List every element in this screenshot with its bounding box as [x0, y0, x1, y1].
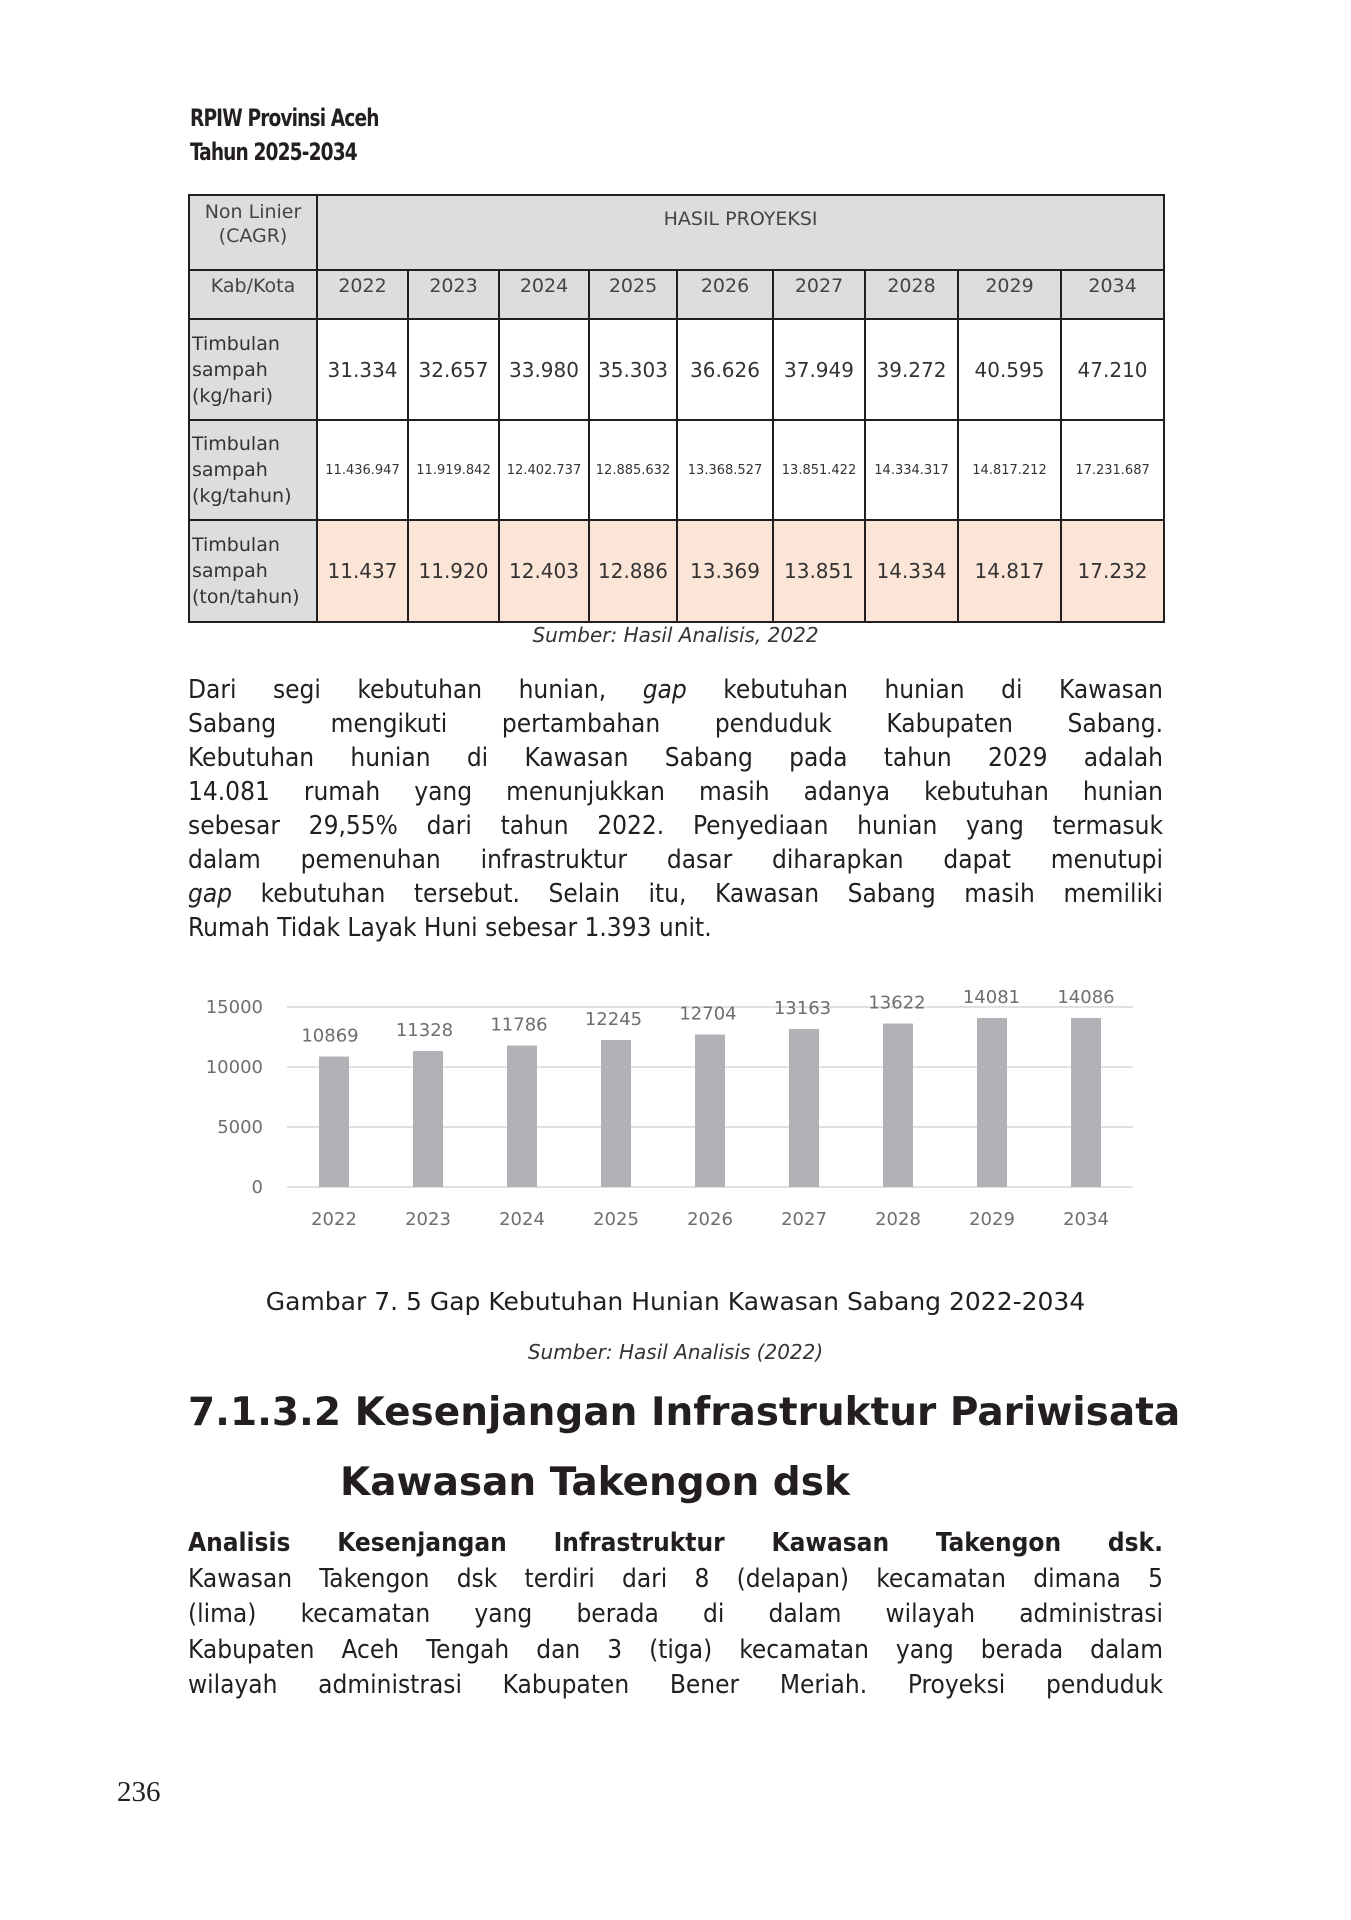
table-cell: 33.980	[499, 319, 589, 420]
bar-value-label: 13163	[773, 998, 832, 1020]
x-tick-label: 2028	[875, 1209, 921, 1230]
table-cell: 12.885.632	[589, 420, 677, 520]
paragraph-line: sebesar 29,55% dari tahun 2022. Penyediaan hunian yang termasuk	[188, 811, 1163, 841]
housing-gap-bar-chart	[180, 980, 1170, 1240]
year-header-row	[189, 270, 1164, 319]
paragraph-line: dalam pemenuhan infrastruktur dasar diharapkan dapat menutupi	[188, 845, 1163, 875]
table-cell: 11.437	[317, 520, 408, 622]
x-tick-label: 2029	[969, 1209, 1015, 1230]
table-cell: 14.817	[958, 520, 1061, 622]
waste-projection-table	[188, 194, 1165, 623]
group-header: HASIL PROYEKSI	[317, 195, 1164, 270]
year-header: 2025	[589, 270, 677, 319]
x-tick-label: 2024	[499, 1209, 545, 1230]
table-row	[189, 420, 1164, 520]
bar	[789, 1029, 819, 1187]
bar-value-label: 12245	[584, 1009, 643, 1031]
bar	[601, 1040, 631, 1187]
x-tick-label: 2023	[405, 1209, 451, 1230]
bar	[977, 1018, 1007, 1187]
paragraph-line: Sabang mengikuti pertambahan penduduk Kabupaten Sabang.	[188, 709, 1163, 739]
paragraph-line: Kebutuhan hunian di Kawasan Sabang pada tahun 2029 adalah	[188, 743, 1163, 773]
table-cell: 14.334.317	[865, 420, 958, 520]
table-cell: 47.210	[1061, 319, 1164, 420]
body-paragraph	[188, 673, 1163, 945]
x-tick-label: 2027	[781, 1209, 827, 1230]
bar	[319, 1057, 349, 1187]
figure-source: Sumber: Hasil Analisis (2022)	[527, 1340, 824, 1364]
row-header-label: Kab/Kota	[189, 270, 317, 319]
paragraph-line: Rumah Tidak Layak Huni sebesar 1.393 unit.	[188, 913, 712, 943]
bar-value-label: 14081	[962, 987, 1021, 1009]
year-header: 2034	[1061, 270, 1164, 319]
year-header: 2026	[677, 270, 773, 319]
table-cell: 13.851	[773, 520, 865, 622]
figure-caption: Gambar 7. 5 Gap Kebutuhan Hunian Kawasan Sabang 2022-2034	[265, 1287, 1086, 1316]
bar-value-label: 14086	[1057, 986, 1115, 1008]
table-cell: 11.919.842	[408, 420, 499, 520]
table-row	[189, 319, 1164, 420]
table-cell: 11.436.947	[317, 420, 408, 520]
table-cell: 12.403	[499, 520, 589, 622]
table-cell: 14.817.212	[958, 420, 1061, 520]
bar-value-label: 12704	[679, 1003, 737, 1025]
table-cell: 14.334	[865, 520, 958, 622]
row-label: Timbulan sampah (ton/tahun)	[189, 520, 317, 622]
corner-label: Non Linier (CAGR)	[189, 195, 317, 270]
y-tick-label: 10000	[205, 1057, 263, 1078]
table-cell: 40.595	[958, 319, 1061, 420]
year-header: 2024	[499, 270, 589, 319]
y-tick-label: 15000	[205, 997, 263, 1018]
table-cell: 13.368.527	[677, 420, 773, 520]
year-header: 2022	[317, 270, 408, 319]
paragraph-line: (lima) kecamatan yang berada di dalam wilayah administrasi	[188, 1599, 1163, 1629]
table-cell: 35.303	[589, 319, 677, 420]
section-heading-continued: Kawasan Takengon dsk	[340, 1460, 850, 1505]
bar-value-label: 11786	[490, 1014, 548, 1036]
table-source: Sumber: Hasil Analisis, 2022	[532, 623, 819, 647]
table-cell: 32.657	[408, 319, 499, 420]
table-cell: 12.886	[589, 520, 677, 622]
bar	[1071, 1018, 1101, 1187]
row-label: Timbulan sampah (kg/hari)	[189, 319, 317, 420]
year-header: 2028	[865, 270, 958, 319]
x-tick-label: 2034	[1063, 1209, 1109, 1230]
bar	[883, 1024, 913, 1187]
table-cell: 17.232	[1061, 520, 1164, 622]
table-cell: 39.272	[865, 319, 958, 420]
table-cell: 31.334	[317, 319, 408, 420]
table-cell: 12.402.737	[499, 420, 589, 520]
table-cell: 37.949	[773, 319, 865, 420]
table-row-highlight	[189, 520, 1164, 622]
x-tick-label: 2025	[593, 1209, 639, 1230]
table-cell: 11.920	[408, 520, 499, 622]
table-cell: 13.851.422	[773, 420, 865, 520]
x-tick-label: 2022	[311, 1209, 357, 1230]
paragraph-lead: Analisis Kesenjangan Infrastruktur Kawasan Takengon dsk.	[188, 1528, 1163, 1558]
running-header-title: RPIW Provinsi Aceh	[190, 104, 379, 132]
bar	[695, 1035, 725, 1187]
page-number: 236	[117, 1776, 161, 1808]
paragraph-line: Kabupaten Aceh Tengah dan 3 (tiga) kecamatan yang berada dalam	[188, 1634, 1163, 1665]
table-cell: 17.231.687	[1061, 420, 1164, 520]
bar	[413, 1051, 443, 1187]
bar-value-label: 10869	[301, 1025, 359, 1047]
running-header-period: Tahun 2025-2034	[190, 138, 357, 166]
bar	[507, 1046, 537, 1187]
y-tick-label: 0	[251, 1177, 263, 1198]
paragraph-line: gap kebutuhan tersebut. Selain itu, Kawasan Sabang masih memiliki	[188, 879, 1163, 909]
row-label: Timbulan sampah (kg/tahun)	[189, 420, 317, 520]
body-paragraph-2	[188, 1526, 1163, 1704]
bar-value-label: 13622	[868, 992, 926, 1014]
y-tick-label: 5000	[217, 1117, 263, 1138]
bar-value-label: 11328	[395, 1020, 454, 1042]
year-header: 2029	[958, 270, 1061, 319]
table-cell: 13.369	[677, 520, 773, 622]
section-heading: 7.1.3.2 Kesenjangan Infrastruktur Pariwisata	[188, 1390, 1181, 1435]
year-header: 2027	[773, 270, 865, 319]
table-cell: 36.626	[677, 319, 773, 420]
paragraph-line: Kawasan Takengon dsk terdiri dari 8 (delapan) kecamatan dimana 5	[188, 1563, 1163, 1594]
paragraph-line: wilayah administrasi Kabupaten Bener Meriah. Proyeksi penduduk	[188, 1670, 1163, 1700]
year-header: 2023	[408, 270, 499, 319]
x-tick-label: 2026	[687, 1209, 733, 1230]
paragraph-line: Dari segi kebutuhan hunian, gap kebutuhan hunian di Kawasan	[188, 675, 1163, 705]
paragraph-line: 14.081 rumah yang menunjukkan masih adanya kebutuhan hunian	[188, 777, 1163, 807]
